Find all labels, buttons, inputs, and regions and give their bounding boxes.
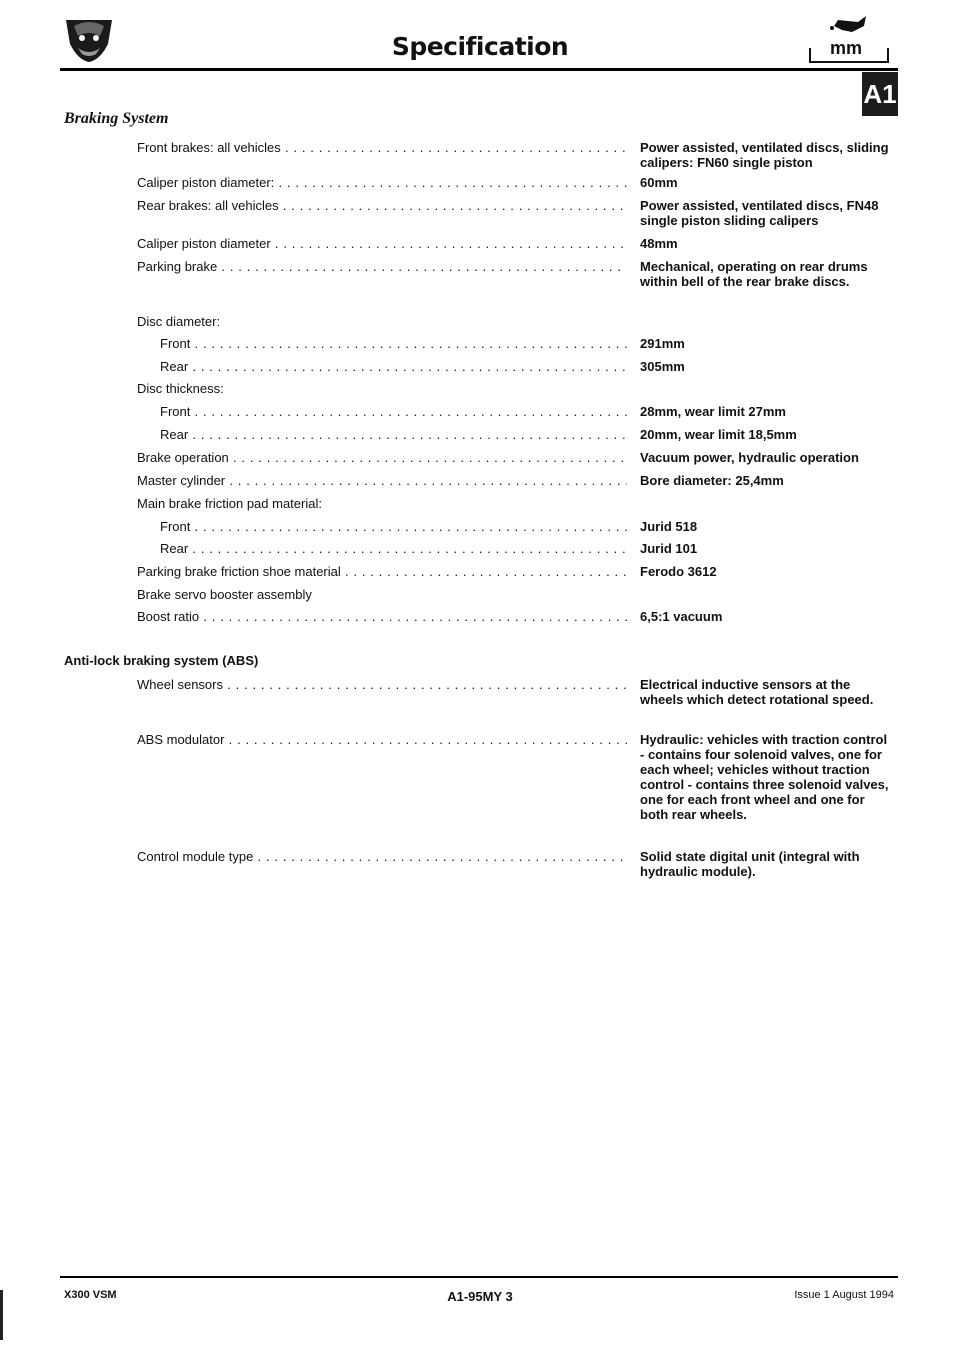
- spec-value: Jurid 101: [640, 541, 698, 556]
- spec-label: Rear . . .: [160, 541, 627, 556]
- spec-label: Boost ratio . . .: [137, 609, 627, 624]
- spec-value: Jurid 518: [640, 519, 698, 534]
- measurement-icon: [808, 14, 890, 66]
- spec-label: Rear . . .: [160, 427, 627, 442]
- spec-label: Master cylinder . . .: [137, 473, 627, 488]
- spec-label: Front . . .: [160, 404, 627, 419]
- spec-label: Control module type . . .: [137, 849, 627, 864]
- margin-bar: [0, 1290, 3, 1340]
- spec-value: 6,5:1 vacuum: [640, 609, 723, 624]
- spec-value: 291mm: [640, 336, 685, 351]
- spec-value: 28mm, wear limit 27mm: [640, 404, 786, 419]
- page-title: Specification: [391, 32, 569, 61]
- spec-label: Caliper piston diameter: . . .: [137, 175, 627, 190]
- spec-label: Caliper piston diameter . . .: [137, 236, 627, 251]
- spec-label: Parking brake . . .: [137, 259, 627, 274]
- spec-value: 305mm: [640, 359, 685, 374]
- spec-group-label: Disc diameter:: [137, 314, 221, 329]
- issue-date: Issue 1 August 1994: [794, 1289, 894, 1301]
- spec-label: Rear brakes: all vehicles . . .: [137, 198, 627, 213]
- spec-label: Front brakes: all vehicles . . .: [137, 140, 627, 155]
- spec-label: Parking brake friction shoe material . . .: [137, 564, 627, 579]
- spec-label: Brake operation . . .: [137, 450, 627, 465]
- spec-value: 60mm: [640, 175, 678, 190]
- spec-value: Solid state digital unit (integral with hydraulic module).: [640, 849, 860, 879]
- spec-value: 48mm: [640, 236, 678, 251]
- page-number: A1-95MY 3: [447, 1289, 513, 1304]
- spec-group-label: Brake servo booster assembly: [137, 587, 312, 602]
- spec-value: Bore diameter: 25,4mm: [640, 473, 784, 488]
- footer-rule: [60, 1276, 898, 1278]
- spec-label: Front . . .: [160, 519, 627, 534]
- spec-label: Wheel sensors . . .: [137, 677, 627, 692]
- unit-label: mm: [830, 38, 863, 58]
- spec-label: Front . . .: [160, 336, 627, 351]
- abs-heading: Anti-lock braking system (ABS): [64, 653, 259, 668]
- header-rule: [60, 68, 898, 71]
- spec-label: ABS modulator . . .: [137, 732, 627, 747]
- spec-value: Hydraulic: vehicles with traction control - contains four solenoid valves, one for each wheel; vehicles without traction control - contains three solenoid valves, one for each front wheel and one for both rear wheels.: [640, 732, 889, 822]
- spec-value: Electrical inductive sensors at the wheels which detect rotational speed.: [640, 677, 874, 707]
- spec-value: Ferodo 3612: [640, 564, 717, 579]
- spec-value: Power assisted, ventilated discs, sliding calipers: FN60 single piston: [640, 140, 889, 170]
- braking-heading: Braking System: [64, 110, 169, 127]
- spec-label: Rear . . .: [160, 359, 627, 374]
- spec-value: Mechanical, operating on rear drums within bell of the rear brake discs.: [640, 259, 868, 289]
- spec-group-label: Main brake friction pad material:: [137, 496, 322, 511]
- section-tab: A1: [862, 72, 898, 116]
- footer-manual-id: X300 VSM: [64, 1289, 117, 1301]
- spec-value: 20mm, wear limit 18,5mm: [640, 427, 797, 442]
- spec-value: Power assisted, ventilated discs, FN48 single piston sliding calipers: [640, 198, 879, 228]
- spec-group-label: Disc thickness:: [137, 381, 224, 396]
- spec-value: Vacuum power, hydraulic operation: [640, 450, 859, 465]
